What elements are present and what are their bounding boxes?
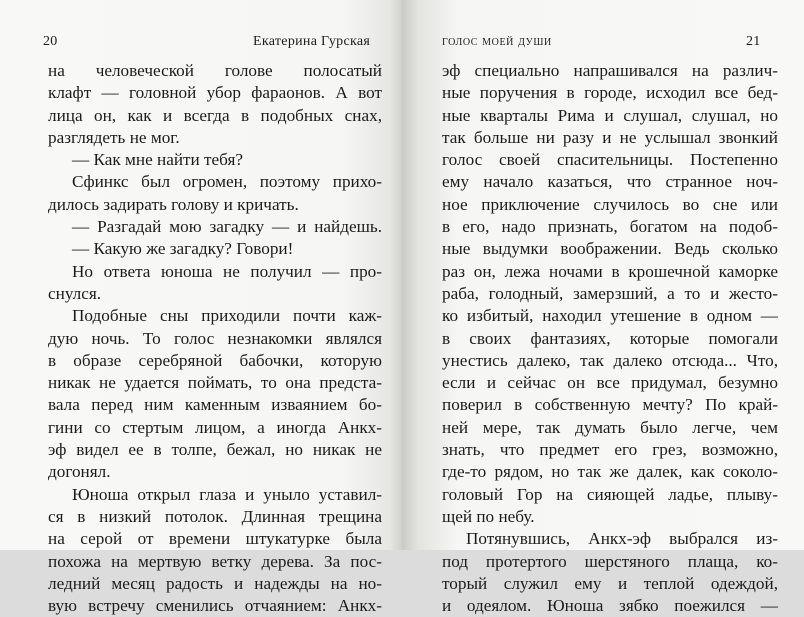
text-line: раз он, лежа ночами в крошечной каморке	[442, 261, 778, 281]
text-line: дую ночь. То голос незнакомки являлся	[48, 328, 382, 348]
text-line: под протертого шерстяного плаща, ко-	[442, 551, 778, 571]
left-page-text	[48, 60, 382, 617]
page-number-right: 21	[746, 34, 761, 49]
text-line: ко избитый, находил утешение в одном —	[442, 306, 778, 326]
left-page	[0, 0, 402, 616]
text-line: в образе серебряной бабочки, которую	[48, 350, 382, 370]
right-page-text	[442, 60, 778, 617]
text-line: если и сейчас он все придумал, безумно	[442, 373, 778, 393]
text-line: ные выдумки воображении. Ведь сколько	[442, 239, 778, 259]
text-line: в его, надо признать, богатом на подоб-	[442, 217, 778, 237]
text-line: гини со стертым лицом, а иногда Анкх-	[48, 417, 382, 437]
text-line: в своих фантазиях, которые помогали	[442, 328, 778, 348]
running-head-right: голос моей души	[442, 34, 552, 49]
text-line: поверил в собственную мечту? По край-	[442, 395, 778, 415]
text-line: догонял.	[48, 462, 111, 482]
text-line: ся в низкий потолок. Длинная трещина	[48, 506, 382, 526]
text-line: вую встречу сменились отчаянием: Анкх-	[48, 596, 382, 616]
text-line: где-то рядом, но так же далек, как соколо-	[442, 462, 778, 482]
text-line: никак не удается поймать, то она предста-	[48, 373, 382, 393]
text-line: так больше ни разу и не услышал звонкий	[442, 127, 778, 147]
text-line: эф специально напрашивался на различ-	[442, 61, 778, 80]
text-line: снулся.	[48, 283, 102, 303]
right-page	[402, 0, 804, 616]
text-line: торый служил ему и теплой одеждой,	[442, 573, 778, 593]
text-line: на серой от времени штукатурке была	[48, 529, 382, 549]
text-line: раба, голодный, замерзший, а то и жесто-	[442, 283, 778, 303]
text-line: и одеялом. Юноша зябко поежился —	[442, 596, 778, 616]
text-line: Юноша открыл глаза и уныло уставил-	[72, 484, 382, 504]
text-line: лица он, как и всегда в подобных снах,	[48, 105, 382, 125]
text-line: — Как мне найти тебя?	[72, 150, 244, 170]
text-line: ему начало казаться, что странное ноч-	[442, 172, 778, 192]
text-line: Но ответа юноша не получил — про-	[72, 261, 382, 281]
text-line: — Какую же загадку? Говори!	[72, 239, 294, 259]
text-line: Сфинкс был огромен, поэтому прихо-	[72, 172, 382, 192]
page-number-left: 20	[43, 34, 58, 49]
text-line: — Разгадай мою загадку — и найдешь.	[72, 217, 382, 237]
text-line: на человеческой голове полосатый	[48, 61, 382, 80]
text-line: клафт — головной убор фараонов. А вот	[48, 83, 382, 103]
text-line: знать, что предмет его грез, возможно,	[442, 440, 778, 460]
text-line: ные поручения в городе, исходил все бед-	[442, 83, 778, 103]
text-line: ное приключение случилось во сне или	[442, 194, 778, 214]
text-line: ные кварталы Рима и слушал, слушал, но	[442, 105, 778, 125]
text-line: головый Гор на сияющей ладье, плыву-	[442, 484, 778, 504]
text-line: похожа на мертвую ветку дерева. За пос-	[48, 551, 382, 571]
text-line: дилось задирать голову и кричать.	[48, 194, 299, 214]
text-line: эф видел ее в толпе, бежал, но никак не	[48, 440, 382, 460]
text-line: вала перед ним каменным изваянием бо-	[48, 395, 382, 415]
text-line: ней мере, так думать было легче, чем	[442, 417, 778, 437]
text-line: ледний месяц радость и надежды на но-	[48, 573, 382, 593]
text-line: разглядеть не мог.	[48, 127, 180, 147]
text-line: голос своей спасительницы. Постепенно	[442, 150, 778, 170]
text-line: унестись далеко, так далеко отсюда... Что,	[442, 350, 778, 370]
text-line: щей по небу.	[442, 506, 535, 526]
running-head-left: Екатерина Гурская	[253, 34, 371, 49]
text-line: Подобные сны приходили почти каж-	[72, 306, 382, 326]
text-line: Потянувшись, Анкх-эф выбрался из-	[466, 529, 778, 549]
